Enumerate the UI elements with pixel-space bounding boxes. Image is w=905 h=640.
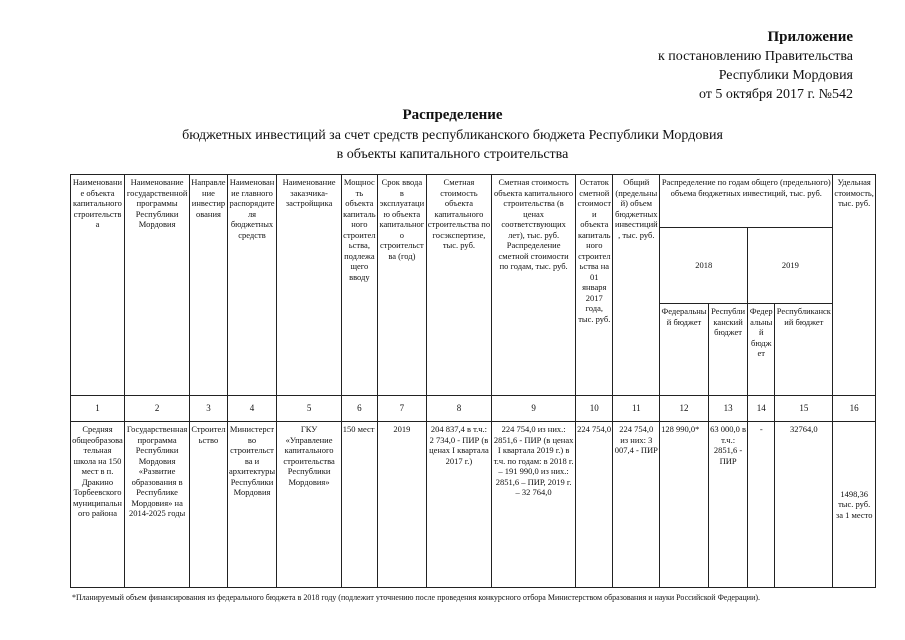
- column-number: 5: [277, 396, 341, 422]
- header-cell-4: Наименование главного распорядителя бюджетных средств: [227, 175, 277, 396]
- header-cell-6: Мощность объекта капитального строительства, подлежащего вводу: [341, 175, 377, 396]
- column-number: 10: [576, 396, 613, 422]
- cell-capacity: 150 мест: [341, 422, 377, 588]
- column-number: 9: [492, 396, 576, 422]
- column-number: 7: [378, 396, 427, 422]
- header-cell-10: Остаток сметной стоимости объекта капитального строительства на 01 января 2017 года, тыс. руб.: [576, 175, 613, 396]
- header-cell-7: Срок ввода в эксплуатацию объекта капитального строительства (год): [378, 175, 427, 396]
- header-cell-2: Наименование государственной программы Республики Мордовия: [124, 175, 189, 396]
- cell-object-name: Средняя общеобразовательная школа на 150 мест в п. Дракино Торбеевского муниципального района: [71, 422, 125, 588]
- column-number: 14: [748, 396, 775, 422]
- cell-customer: ГКУ «Управление капитального строительства Республики Мордовия»: [277, 422, 341, 588]
- cell-balance: 224 754,0: [576, 422, 613, 588]
- column-number: 4: [227, 396, 277, 422]
- footnote: *Планируемый объем финансирования из федерального бюджета в 2018 году (подлежит уточнению после проведения конкурсного отбора Министерством образования и науки Российской Федерации).: [72, 593, 761, 602]
- column-number: 6: [341, 396, 377, 422]
- header-cell-3: Направление инвестирования: [190, 175, 227, 396]
- cell-commission-year: 2019: [378, 422, 427, 588]
- header-cell-5: Наименование заказчика-застройщика: [277, 175, 341, 396]
- header-distribution: Распределение по годам общего (предельного) объема бюджетных инвестиций, тыс. руб.: [660, 175, 833, 228]
- investment-table: [70, 174, 876, 588]
- header-year-2018: 2018: [660, 228, 748, 304]
- cell-estimate-expertise: 204 837,4 в т.ч.: 2 734,0 - ПИР (в ценах I квартала 2017 г.): [426, 422, 491, 588]
- header-cell-14: Федеральный бюджет: [748, 304, 775, 396]
- column-number-row: [71, 396, 876, 422]
- document-title: Распределение: [402, 107, 503, 123]
- column-number: 1: [71, 396, 125, 422]
- column-number: 11: [613, 396, 660, 422]
- column-number: 2: [124, 396, 189, 422]
- column-number: 8: [426, 396, 491, 422]
- document-subtitle-1: бюджетных инвестиций за счет средств республиканского бюджета Республики Мордовия: [182, 128, 723, 143]
- column-number: 15: [775, 396, 833, 422]
- column-number: 12: [660, 396, 709, 422]
- header-row-1: [71, 175, 876, 228]
- cell-manager: Министерство строительства и архитектуры Республики Мордовия: [227, 422, 277, 588]
- header-cell-13: Республиканский бюджет: [708, 304, 747, 396]
- appendix-block: [593, 28, 853, 104]
- header-cell-9: Сметная стоимость объекта капитального строительства (в ценах соответствующих лет), тыс. руб. Распределение сметной стоимости по годам, тыс. руб.: [492, 175, 576, 396]
- cell-estimate-years: 224 754,0 из них.: 2851,6 - ПИР (в ценах I квартала 2019 г.) в т.ч. по годам: в 2018 г. – 191 990,0 из них.: 2851,6 – ПИР, 2019 г. – 32 764,0: [492, 422, 576, 588]
- header-cell-8: Сметная стоимость объекта капитального строительства по госэкспертизе, тыс. руб.: [426, 175, 491, 396]
- header-cell-12: Федеральный бюджет: [660, 304, 709, 396]
- cell-total-volume: 224 754,0 из них: 3 007,4 - ПИР: [613, 422, 660, 588]
- appendix-line-3: от 5 октября 2017 г. №542: [698, 87, 853, 102]
- cell-direction: Строительство: [190, 422, 227, 588]
- cell-federal-2019: -: [748, 422, 775, 588]
- appendix-line-2: Республики Мордовия: [718, 68, 853, 83]
- column-number: 16: [833, 396, 876, 422]
- table-row: [71, 422, 876, 588]
- cell-program-name: Государственная программа Республики Мордовия «Развитие образования в Республике Мордовия» на 2014-2025 годы: [124, 422, 189, 588]
- cell-republic-2019: 32764,0: [775, 422, 833, 588]
- cell-unit-cost: 1498,36 тыс. руб. за 1 место: [833, 422, 876, 588]
- cell-republic-2018: 63 000,0 в т.ч.: 2851,6 - ПИР: [708, 422, 747, 588]
- column-number: 3: [190, 396, 227, 422]
- header-year-2019: 2019: [748, 228, 833, 304]
- header-cell-1: Наименование объекта капитального строительства: [71, 175, 125, 396]
- header-cell-16: Удельная стоимость, тыс. руб.: [833, 175, 876, 396]
- document-subtitle-2: в объекты капитального строительства: [336, 147, 569, 162]
- header-cell-11: Общий (предельный) объем бюджетных инвестиций, тыс. руб.: [613, 175, 660, 396]
- appendix-line-1: к постановлению Правительства: [657, 49, 853, 64]
- cell-federal-2018: 128 990,0*: [660, 422, 709, 588]
- header-cell-15: Республиканский бюджет: [775, 304, 833, 396]
- column-number: 13: [708, 396, 747, 422]
- appendix-title: Приложение: [767, 29, 853, 45]
